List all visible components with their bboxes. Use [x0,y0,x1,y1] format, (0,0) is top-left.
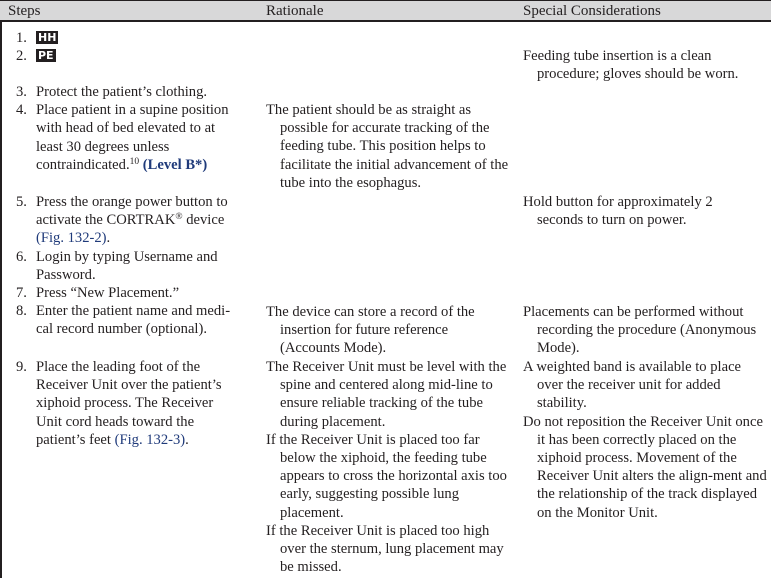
step-2: 2. PE [16,48,54,65]
steps-column-5-8 [16,193,246,339]
header-rationale: Rationale [266,3,324,19]
special-step-2: Feeding tube insertion is a clean procedure; gloves should be worn. [523,48,739,83]
steps-column-9 [16,358,241,449]
step-8: 8. Enter the patient name and medi-cal record number (optional). [16,303,231,338]
step-4: 4. Place patient in a supine position with head of bed elevated to at least 30 degrees unless contraindicated.$^{10}$ (Level B*) [16,102,229,173]
header-steps: Steps [8,3,41,19]
figure-link-132-3[interactable]: (Fig. 132-3) [114,431,186,448]
step-1: 1. HH [16,30,57,46]
special-step-5: Hold button for approximately 2 seconds to turn on power. [523,194,713,229]
rationale-9b: If the Receiver Unit is placed too far below the xiphoid, the feeding tube appears to cross the horizontal axis too early, suggesting possible lung placement. [266,431,507,521]
ppe-badge: PE [38,49,54,63]
step-3: 3. Protect the patient’s clothing. [16,84,208,100]
header-special-considerations: Special Considerations [523,3,661,19]
table-header [0,0,771,22]
steps-column [16,29,256,65]
rationale-9c: If the Receiver Unit is placed too high over the sternum, lung placement may be missed. [266,522,504,576]
hand-hygiene-badge: HH [38,31,57,44]
step-6: 6. Login by typing Username and Password. [16,248,218,283]
table-left-border [0,0,2,578]
rationale-step-8: The device can store a record of the insertion for future reference (Accounts Mode). [266,304,475,357]
special-step-9 [523,358,768,522]
step-9: 9. Place the leading foot of the Receiver Unit over the patient’s xiphoid process. The Receiver Unit cord heads toward the patient’s feet (Fig. 132-3). [16,359,222,448]
rationale-9a: The Receiver Unit must be level with the spine and centered along mid-line to ensure reliable tracking of the tube during placement. [266,359,507,430]
evidence-level: (Level B*) [142,156,208,173]
step-5: 5. Press the orange power button to activate the CORTRAK® device (Fig. 132-2). [16,194,228,247]
rationale-step-4: The patient should be as straight as possible for accurate tracking of the feeding tube. This position helps to facilitate the initial advancement of the tube into the esophagus. [266,102,509,191]
special-9b: Do not reposition the Receiver Unit once it has been correctly placed on the xiphoid process. Movement of the Receiver Unit alters the align-ment and the relationship of the track displayed on the Monitor Unit. [523,413,767,521]
step-7: 7. Press “New Placement.” [16,285,180,302]
steps-column-main [16,83,256,174]
figure-link-132-2[interactable]: (Fig. 132-2) [36,230,107,247]
rationale-step-9 [266,358,516,576]
special-9a: A weighted band is available to place over the receiver unit for added stability. [523,359,742,412]
special-step-8: Placements can be performed without recording the procedure (Anonymous Mode). [523,304,757,357]
